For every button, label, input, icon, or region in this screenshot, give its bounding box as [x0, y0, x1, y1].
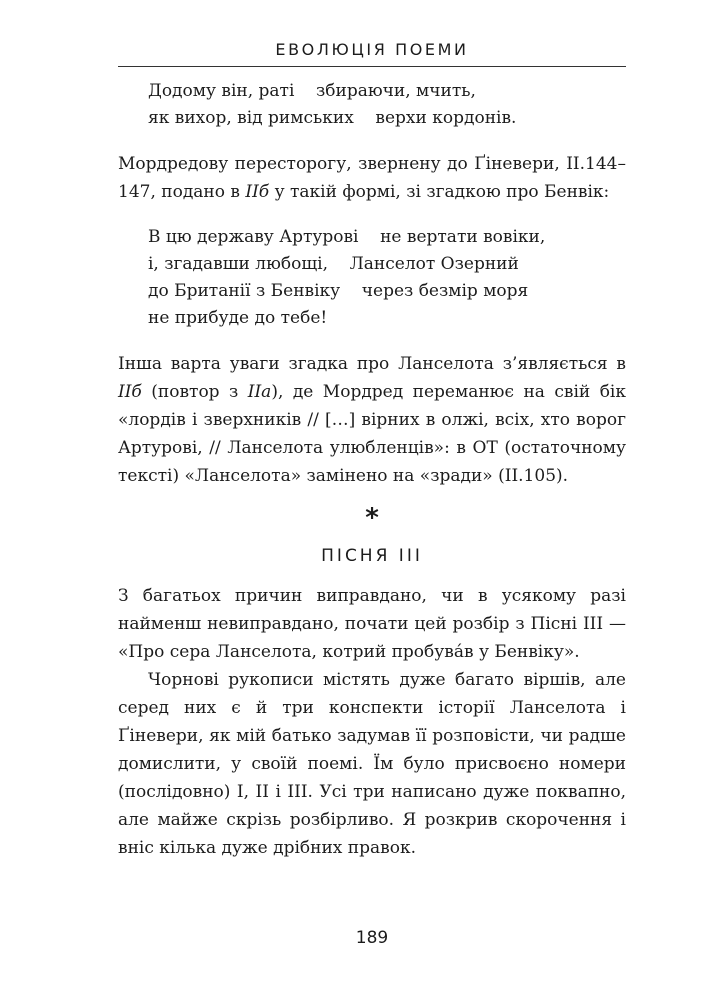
text-run: Інша варта уваги згадка про Ланселота з’являється в: [118, 354, 626, 374]
verse-line: і, згадавши любощі, Ланселот Озерний: [148, 254, 519, 274]
main-text: [118, 78, 626, 862]
verse-line: В цю державу Артурові не вертати вовіки,: [148, 227, 546, 247]
manuscript-siglum: ІІб: [118, 382, 142, 402]
verse-quote-2: [148, 224, 626, 332]
line-reference: ІІ.144–147: [118, 154, 626, 202]
text-run: Мордредову пересторогу, звернену до Ґіневери,: [118, 154, 567, 174]
text-run: у такій формі, зі згадкою про Бенвік:: [269, 182, 610, 202]
verse-line: як вихор, від римських верхи кордонів.: [148, 108, 517, 128]
text-run: (повтор з: [141, 382, 248, 402]
verse-line: до Британії з Бенвіку через безмір моря: [148, 281, 529, 301]
header-rule: [118, 66, 626, 67]
page-number: 189: [355, 928, 389, 948]
verse-line: не прибуде до тебе!: [148, 308, 328, 328]
paragraph-lancelot-mention: [118, 350, 626, 490]
manuscript-siglum: ІІа: [247, 382, 272, 402]
paragraph-draft-manuscripts: Чорнові рукописи містять дуже багато віршів, але серед них є й три конспекти історії Ланселота і Ґіневери, як мій батько задумав її розповісти, чи радше домислити, у своїй поемі. Їм було присвоєно номери (послідовно) І, ІІ і ІІІ. Усі три написано дуже поквапно, але майже скрізь розбірливо. Я розкрив скорочення і вніс кілька дуже дрібних правок.: [118, 670, 626, 858]
section-title: ПІСНЯ ІІІ: [321, 546, 423, 566]
text-run: ), де Мордред переманює на свій бік «лордів і зверхників // […] вірних в олжі, всіх, хто ворог Артурові, // Ланселота улюбленців»: в ОТ (остаточному тексті) «Ланселота» замінено на «зради» (ІІ.105).: [118, 382, 626, 486]
text-run: , подано в: [150, 182, 246, 202]
manuscript-siglum: ІІб: [245, 182, 270, 202]
verse-quote-1: [148, 78, 626, 132]
running-header: ЕВОЛЮЦІЯ ПОЕМИ: [275, 40, 469, 59]
verse-line: Додому він, раті збираючи, мчить,: [148, 81, 476, 101]
paragraph-mordred-warning: [118, 150, 626, 206]
paragraph-canto-three-intro: З багатьох причин виправдано, чи в усякому разі найменш невиправдано, почати цей розбір з Пісні ІІІ — «Про сера Ланселота, котрий пробува́в у Бенвіку».: [118, 586, 626, 662]
section-separator-asterisk: *: [365, 503, 379, 533]
